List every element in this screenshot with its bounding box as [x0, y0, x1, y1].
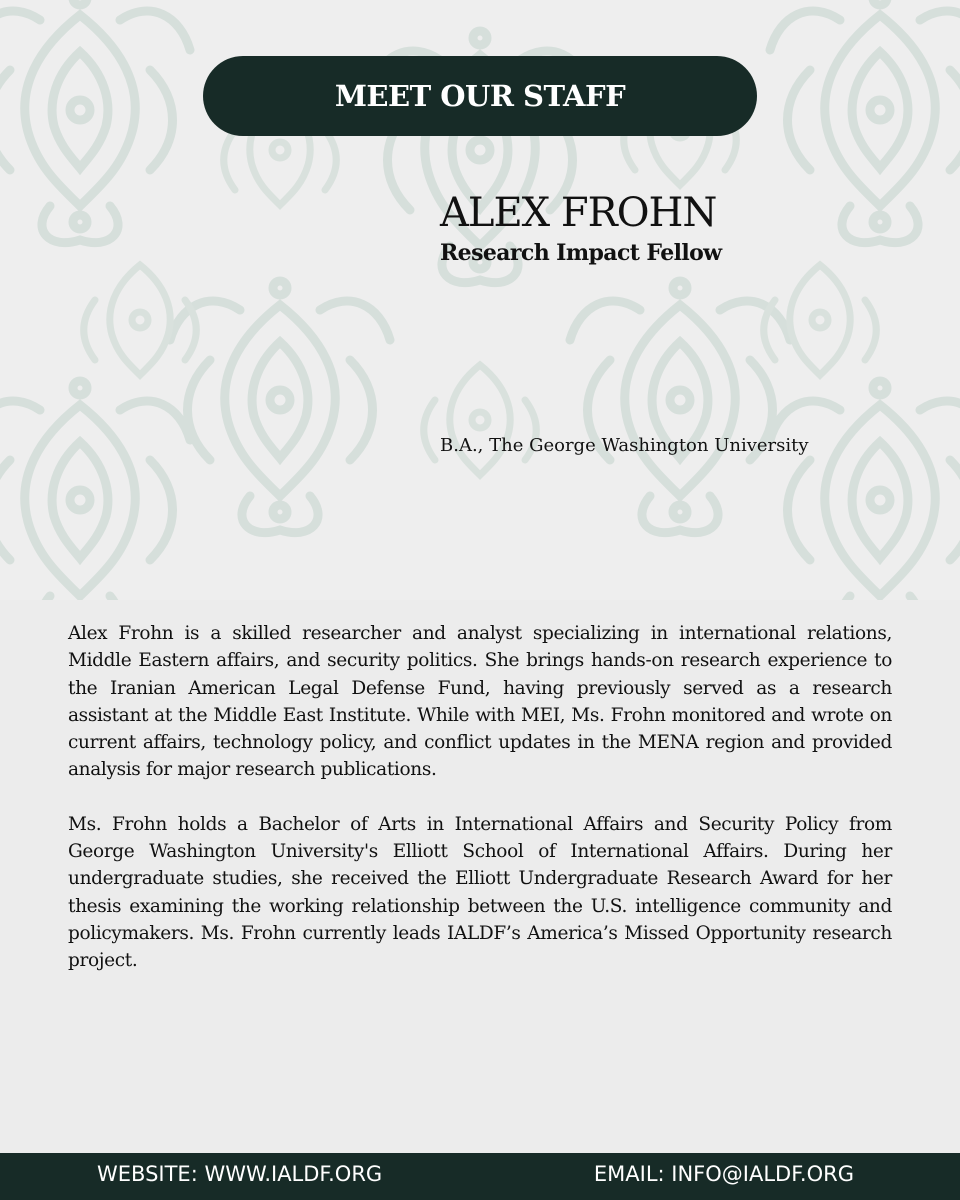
staff-education: B.A., The George Washington University	[440, 435, 809, 456]
meet-our-staff-banner	[203, 56, 757, 136]
staff-role: Research Impact Fellow	[440, 240, 722, 266]
staff-biography	[68, 620, 892, 1002]
bio-paragraph: Alex Frohn is a skilled researcher and analyst specializing in international relations, Middle Eastern affairs, and security politics. She brings hands-on research experience to the Iranian American Legal Defense Fund, having previously served as a research assistant at the Middle East Institute. While with MEI, Ms. Frohn monitored and wrote on current affairs, technology policy, and conflict updates in the MENA region and provided analysis for major research publications.	[68, 623, 892, 781]
footer-website: WEBSITE: WWW.IALDF.ORG	[97, 1162, 383, 1186]
staff-name: ALEX FROHN	[440, 190, 717, 236]
banner-title: MEET OUR STAFF	[334, 79, 626, 113]
footer-email: EMAIL: INFO@IALDF.ORG	[593, 1162, 854, 1186]
bio-paragraph: Ms. Frohn holds a Bachelor of Arts in International Affairs and Security Policy from George Washington University's Elliott School of International Affairs. During her undergraduate studies, she received the Elliott Undergraduate Research Award for her thesis examining the working relationship between the U.S. intelligence community and policymakers. Ms. Frohn currently leads IALDF’s America’s Missed Opportunity research project.	[68, 813, 892, 972]
footer-bar	[0, 1153, 960, 1200]
